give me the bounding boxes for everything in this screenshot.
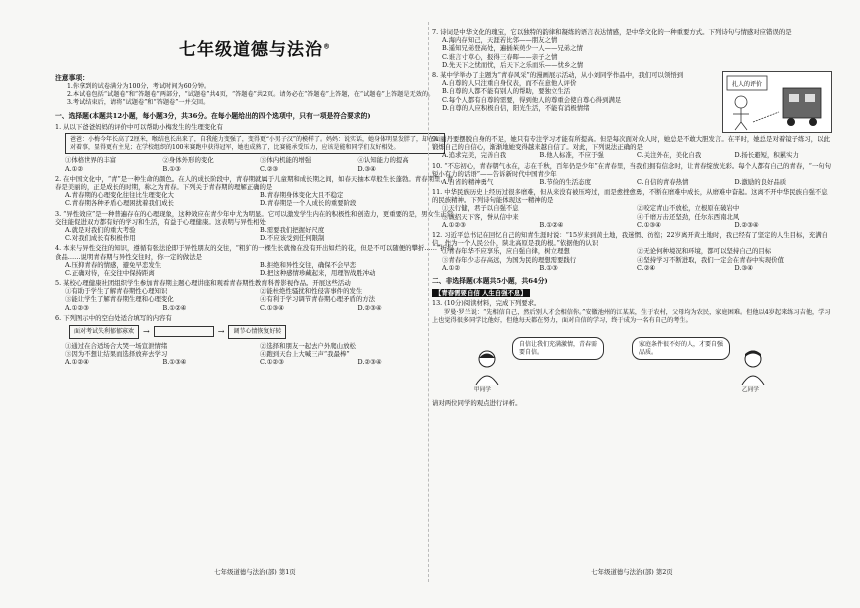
choice: C.②③ [260,164,279,173]
choice-list [55,165,455,173]
question-7 [432,28,832,69]
choice: D.②③④ [734,220,759,229]
cartoon-illustration [722,71,832,133]
statement: ④认知能力的提高 [357,156,409,165]
question-1 [55,123,455,173]
statement-list [55,342,455,358]
question-stem: 7. 诗词是中华文化的瑰宝，它以独特的韵律和凝练的语言表达情感，是中华文化的一种重要方式。下列诗句与情感对应错误的是 [432,28,792,36]
student-a-speech: 自信让我们充满激情，青春需要自信。 [512,337,604,360]
page-two [432,22,832,582]
statement-list [55,287,455,303]
choice: C.②④ [637,263,656,272]
statement: ①体格世界的丰富 [65,156,117,165]
choice: A.自省的精神勇气 [442,177,494,186]
statement: ②身体外形的变化 [162,156,214,165]
cartoon-drawing [723,72,831,132]
student-a-label: 甲同学 [474,386,491,393]
section-one-heading: 一、选择题(本题共12小题，每小题3分，共36分。在每小题给出的四个选项中，只有一项是符合要求的) [55,112,371,121]
notice-item: 2.本试卷包括“试题卷”和“答题卷”两部分，“试题卷”共4页，“答题卷”共2页。请务必在“答题卷”上答题，在“试题卷”上答题是无效的。 [67,91,435,99]
section-two-heading: 二、非选择题(本题共5小题，共64分) [432,276,548,285]
choice: D.激励的良好品质 [734,177,787,186]
choice-list [432,264,832,272]
choice: A.自尊的人只注重自身仪表，而不在意他人评价 [442,79,577,88]
choice: D.先天下之忧而忧，后天下之乐而乐——忧乡之情 [442,60,584,69]
question-5 [55,279,455,312]
flow-end-box: 调节心情恢复好转 [228,325,286,339]
cartoon-sign-text: 扎人的评价 [731,80,763,88]
choice: A.①② [65,164,84,173]
student-b-speech: 家庭条件很不好的人，才要自强品质。 [632,337,730,360]
flow-blank-box [154,326,214,337]
choice: A.青春期的心理变化往往比生理变化大 [65,191,174,200]
choice: B.①③ [162,164,181,173]
statement: ②选择和朋友一起去户外爬山放松 [260,341,356,350]
choice-list [432,178,832,186]
theme-tag: 【青春需要自信 人生自强不息】 [432,289,530,297]
choice: A.①② [442,263,461,272]
choice: B.①③④ [162,358,187,367]
question-3 [55,210,455,243]
choice: B.青春期身体变化大且不稳定 [260,191,344,200]
statement: ②咬定青山不放松，立根原在破岩中 [637,204,740,213]
question-stem: 11. 中华民族历史上经历过很多磨难，但从来没有被压垮过，而是愈挫愈勇，不断在磨难中成长，从磨难中奋起。这离不开中华民族自强不息的民族精神。下列诗句能体现这一精神的是 [432,188,828,205]
dialog-illustration [432,329,832,399]
statement-list [432,204,832,220]
choice: C.①③④ [637,220,661,229]
notice-item: 3.考试结束后，请将“试题卷”和“答题卷”一并交回。 [67,99,210,107]
choice-list [55,304,455,312]
choice-list [55,191,455,207]
statement: ①通过在合适场合大哭一场宣泄情绪 [65,341,168,350]
statement: ④有利于学习调节青春期心理矛盾的方法 [260,295,376,304]
choice: B.需要我们把握好尺度 [260,225,325,234]
question-12 [432,231,832,272]
choice: D.③④ [734,263,753,272]
statement-list [432,247,832,263]
statement: ①青春年华不应享乐，应自强自律，树立理想 [442,247,570,256]
choice: D.②③④ [357,358,382,367]
question-stem: 2. 在中国文化中，“青”是一种生命的颜色。在人的成长阶段中，青春期就属于儿童期和成长期之间，如春天抽本草般生长蓬勃。青春期里，青春是美丽的，正是成长的时期，称之为青春。下列关于青春期的理解正确的是 [55,174,454,192]
statement: ③因为不想让结果而选择放弃去学习 [65,349,168,358]
arrow-right-icon: → [217,326,225,336]
choice-list [432,151,832,159]
question-4 [55,244,455,277]
choice: D.青春期是一个人成长的重要阶段 [260,199,357,208]
question-stem: 6. 下列图示中的空白处适合填写的内容有 [55,313,172,322]
page-one [55,22,455,582]
choice: C.青春期各种矛盾心理困扰着我们成长 [65,199,174,208]
question-stem: 13. (10分)阅读材料，完成下列要求。 [432,298,541,307]
question-stem: 8. 某中学举办了主题为“青春风采”的漫画展示活动，从小刘同学作品中，我们可以领悟到 [432,70,684,79]
statement: ③诚招天下客，誉从信中来 [442,212,519,221]
statement: ①天行健，君子以自强不息 [442,204,519,213]
choice: B.自尊的人都不能有别人的帮助，要独立生活 [442,87,571,96]
choice: B.①②④ [539,220,564,229]
choice: D.不应该受到任何限制 [260,234,325,243]
choice: A.海内存知己，天涯若比邻——朋友之情 [442,36,558,45]
statement: ②无论何种境况和环境，都可以坚持自己的目标 [637,247,772,256]
question-2 [55,175,455,208]
choice: A.压抑青春的情感，避免早恋发生 [65,260,162,269]
notice-heading: 注意事项： [55,73,89,82]
question-task: 请对两位同学的观点进行评析。 [432,398,522,407]
student-a-icon [472,349,502,385]
student-b-icon [738,349,768,385]
choice: B.①③ [539,263,558,272]
choice: B.拒绝和异性交往，确保不会早恋 [260,260,357,269]
choice: B.①②④ [162,303,187,312]
choice-list [55,358,455,366]
question-13 [432,299,832,407]
question-8-text [432,71,716,133]
statement: ③体内机能的增强 [260,156,312,165]
choice: B.遥知兄弟登高处，遍插茱萸少一人——兄弟之情 [442,44,583,53]
question-stem: 9. 丽丹要摆脱自身的不足，她只有专注学习才能有所提高。但是每次面对众人时，她总是不敢大胆发言。在平时，她总是对着镜子练习，以此锻炼自己的自信心，渐渐地她变得越来越自信了。对此，下列说法正确的是 [432,134,830,152]
statement: ④跑到天台上大喊三声“我最棒” [260,349,350,358]
question-11 [432,188,832,229]
registered-mark: ® [323,42,331,51]
question-material-box: 爸爸：小梅今年长高了2厘米，喉结也长出来了，自我能力变强了，变得更“小男子汉”的模样了。妈妈：说实话，她身体明显发胖了，却在面对着事，显得更有主见；在学校组织的100米赛跑中获得冠军，她也成熟了，比赛能承受压力，应该是能和同学们友好相处。 [65,133,445,154]
statement: ③青春年少志存高远，为国为民的理想需要践行 [442,255,577,264]
statement: ②能杜绝性骚扰和性侵害事件的发生 [260,287,363,296]
statement: ④千磨万击还坚劲，任尔东西南北风 [637,212,740,221]
question-8 [432,71,832,133]
choice: C.正确对待，在交往中保持距离 [65,268,155,277]
choice: C.谁言寸草心，报得三春晖——亲子之情 [442,52,558,61]
question-stem: 12. 习近平总书记在回忆自己的知青生涯时说：“15岁来到黄土地，我迷惘、彷徨；22岁离开黄土地时，我已经有了坚定的人生目标，充满自信。作为一个人民公仆，陕北高原是我的根。”依据他的认识 [432,231,828,248]
choice: A.就是对我们的重大考验 [65,225,136,234]
question-stem: 10. “不忘初心，青春朝气永在，志在千秋，百年仍是少年”在青春里，当我们拥有信念时，让青春绽放光彩。每个人都有自己的青春，“一句句短小有力的话语”——告诉新时代中国青少年 [432,161,832,178]
page-footer: 七年级道德与法治(部) 第1页 [214,567,296,576]
choice: B.节俭的生活态度 [539,177,591,186]
choice: B.他人标准，不应于强 [539,151,604,160]
notice-item: 1.你拿到的试卷满分为100分，考试时间为60分钟。 [67,83,211,91]
statement: ①有助于学生了解青春期性心理知识 [65,287,168,296]
choice: C.①③④ [260,303,284,312]
question-stem: 1. 从以下爸爸妈妈的评价中可以帮助小梅发生的生理变化有 [55,122,223,131]
page-footer: 七年级道德与法治(部) 第2页 [591,567,673,576]
question-stem: 4. 本来与异性交往的知识，遵循有张法论即于异性朋友的交往，“粗犷的一棵生长就像在没有开出如烂的花，但是不可以随便的攀折……”折扣食品……说明青春期与异性交往时，你一定的做法是 [55,244,454,261]
choice: C.每个人都有自尊的需要，得到他人的尊重会使自尊心得到满足 [442,95,622,104]
question-8-layout [432,71,832,133]
notice-block [55,74,455,108]
flow-start-box: 面对考试失利郁郁寡欢 [69,325,139,339]
question-stem: 3. “异性效应”是一种普遍存在的心理现象，这种效应在青少年中尤为明显。它可以激发学生内在的积极性和创造力，更重要的是，男女生正常交往能促进双方都有好的学习和生活，有益于心理健康。这表明与异性相处 [55,209,454,226]
exam-title [55,40,455,62]
question-9 [432,135,832,160]
page-divider [428,22,429,582]
statement-list [55,156,455,164]
choice: A.①②④ [65,358,89,367]
choice: D.③④ [357,164,376,173]
choice-list [432,221,832,229]
student-b-label: 乙同学 [742,386,759,393]
question-6 [55,314,455,366]
choice-list [55,226,455,242]
choice: A.追求完美，完善自我 [442,151,507,160]
statement: ③能让学生了解青春期生理和心理变化 [65,295,174,304]
choice: A.①②③ [65,303,89,312]
choice: C.对我们成长有积极作用 [65,234,136,243]
choice: C.自信的青春热情 [637,177,689,186]
choice: C.①②③ [260,358,284,367]
reading-material: 罗曼·罗兰说：“先相信自己，然后别人才会相信你。”安徽池州的江某某，生于农村，父母均为农民，家庭困难。但他以4岁起来练习吉他，学习上也觉得很多同学比他好，但他每天都在努力，面对自信的学习，终于成为一名有自己的考生。 [432,309,831,324]
choice: D.②③④ [357,303,382,312]
choice: D.扬长避短，积累实力 [734,151,799,160]
choice-list [55,261,455,277]
choice: D.把这种感情珍藏起来，用理智战胜冲动 [260,268,376,277]
statement: ④坚持学习不断进取，我们一定会在青春中实现价值 [637,255,784,264]
exam-title-text: 七年级道德与法治 [179,40,323,60]
question-10 [432,162,832,187]
choice: A.①②③ [442,220,466,229]
flow-diagram [69,325,441,339]
choice: C.关注外在，美化自我 [637,151,702,160]
choice: D.自尊的人应积极自信，阳光生活，不能有消极情绪 [442,103,590,112]
question-stem: 5. 某校心理健康社团组织学生参加青春期主题心理讲座和观看青春期性教育科普影视作品。开展这些活动 [55,279,351,288]
arrow-right-icon: → [143,326,150,336]
